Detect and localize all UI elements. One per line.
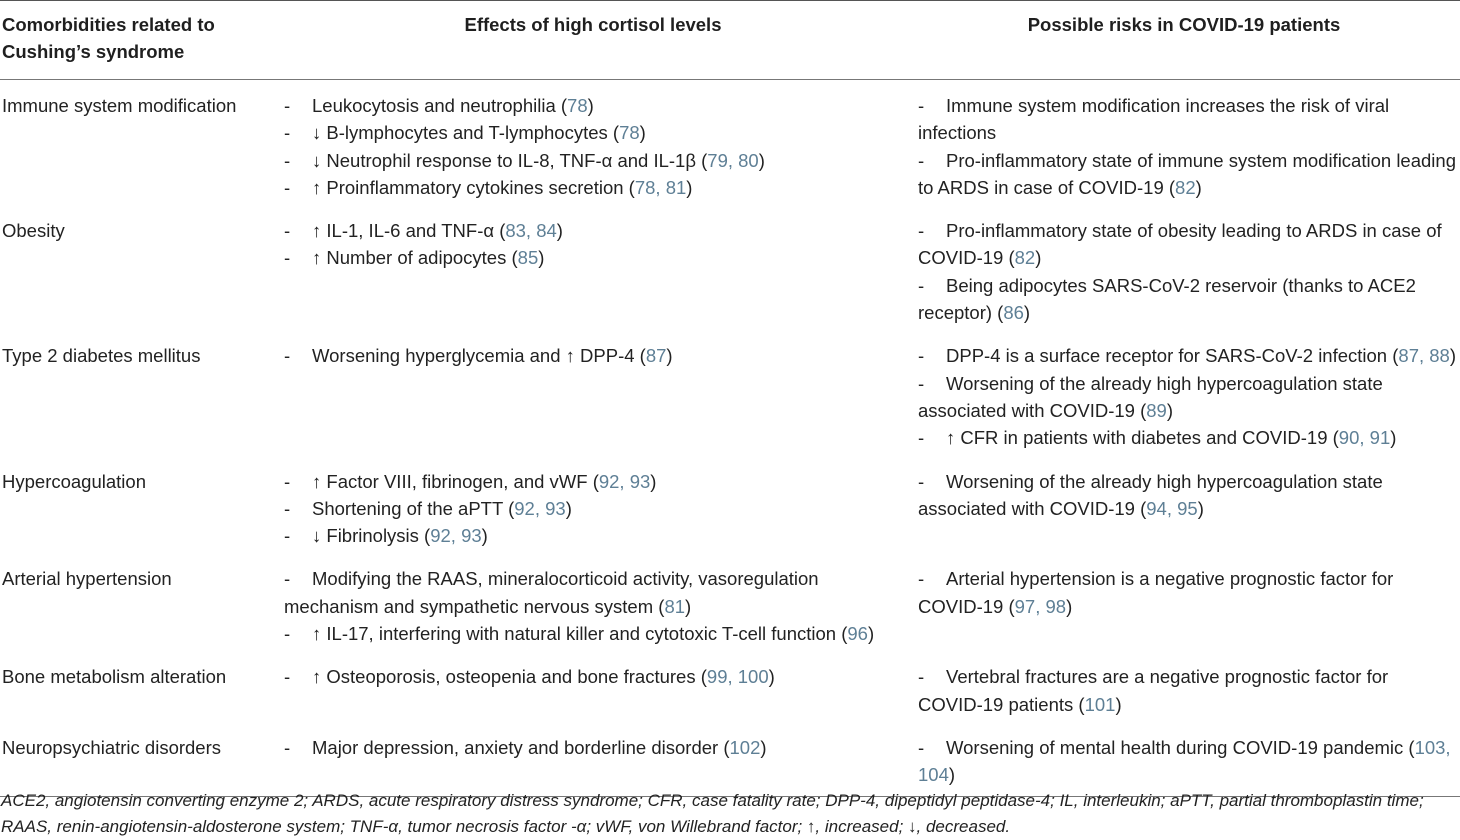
risk-item: [918, 565, 1456, 620]
effects-cell: [278, 80, 908, 209]
effect-item: [284, 620, 898, 647]
reference-link[interactable]: 96: [847, 623, 868, 645]
item-text: Being adipocytes SARS-CoV-2 reservoir (thanks to ACE2 receptor) (: [918, 274, 1416, 324]
comorbidity-cell: Immune system modification: [2, 95, 237, 116]
risk-item: [918, 217, 1456, 272]
reference-link[interactable]: 102: [729, 736, 761, 758]
bullet-dash: -: [918, 427, 925, 449]
item-text: Major depression, anxiety and borderline disorder (: [312, 736, 730, 758]
effect-item: [284, 92, 898, 119]
item-text: ↑ IL-17, interfering with natural killer and cytotoxic T-cell function (: [312, 623, 848, 645]
item-text-end: ): [948, 764, 956, 786]
bullet-dash: -: [284, 149, 291, 171]
item-text: Worsening of the already high hypercoagulation state associated with COVID-19 (: [918, 470, 1383, 519]
item-text: Modifying the RAAS, mineralocorticoid activity, vasoregulation mechanism and sympathetic nervous system (: [284, 568, 819, 617]
risk-item: [918, 370, 1456, 425]
effect-item: [284, 734, 898, 761]
risk-item: [918, 92, 1456, 147]
header-row: [0, 1, 1460, 80]
effect-item: [284, 119, 898, 146]
reference-link[interactable]: 101: [1084, 693, 1116, 715]
reference-link[interactable]: 94, 95: [1146, 497, 1198, 519]
risks-cell: [908, 556, 1460, 654]
reference-link[interactable]: 83, 84: [505, 220, 557, 242]
risks-cell: [908, 80, 1460, 209]
table-row: [0, 459, 1460, 557]
comorbidity-cell: Obesity: [2, 220, 65, 242]
header-effects: Effects of high cortisol levels: [464, 14, 722, 35]
table-footnote: ACE2, angiotensin converting enzyme 2; ARDS, acute respiratory distress syndrome; CFR, case fatality rate; DPP-4, dipeptidyl peptidase-4; IL, interleukin; aPTT, partial thromboplastin time; RAAS, renin-angiotensin-aldosterone system; TNF-α, tumor necrosis factor -α; vWF, von Willebrand factor; ↑, increased; ↓, decreased.: [1, 791, 1424, 836]
item-text-end: ): [686, 176, 693, 198]
table-row: [0, 80, 1460, 209]
item-text: Leukocytosis and neutrophilia (: [312, 95, 568, 116]
bullet-dash: -: [284, 247, 291, 269]
reference-link[interactable]: 87: [645, 345, 667, 367]
bullet-dash: -: [918, 470, 925, 492]
bullet-dash: -: [284, 122, 291, 144]
item-text: Arterial hypertension is a negative prognostic factor for COVID-19 (: [918, 568, 1394, 617]
item-text: ↓ B-lymphocytes and T-lymphocytes (: [312, 122, 620, 144]
bullet-dash: -: [284, 623, 291, 645]
reference-link[interactable]: 92, 93: [598, 470, 651, 492]
bullet-dash: -: [918, 345, 925, 367]
risk-item: [918, 663, 1456, 718]
effect-item: [284, 495, 898, 522]
reference-link[interactable]: 78: [567, 95, 588, 116]
reference-link[interactable]: 92, 93: [514, 497, 566, 519]
effects-cell: [278, 725, 908, 796]
table-body: [0, 80, 1460, 797]
header-comorbidities: Comorbidities related to Cushing’s syndrome: [2, 14, 215, 62]
risk-item: [918, 424, 1456, 451]
effect-item: [284, 565, 898, 620]
item-text: Worsening hyperglycemia and ↑ DPP-4 (: [312, 345, 646, 367]
table-row: [0, 725, 1460, 796]
bullet-dash: -: [918, 372, 925, 394]
risk-item: [918, 734, 1456, 789]
item-text-end: ): [867, 623, 875, 645]
item-text-end: ): [538, 247, 545, 269]
reference-link[interactable]: 92, 93: [430, 525, 482, 547]
bullet-dash: -: [918, 736, 925, 758]
reference-link[interactable]: 99, 100: [706, 666, 769, 688]
item-text-end: ): [565, 497, 572, 519]
comorbidity-cell: Hypercoagulation: [2, 470, 146, 492]
item-text: Worsening of mental health during COVID-19 pandemic (: [946, 736, 1415, 758]
risks-cell: [908, 725, 1460, 796]
risk-item: [918, 147, 1456, 202]
item-text-end: ): [650, 470, 657, 492]
bullet-dash: -: [284, 497, 291, 519]
item-text: ↓ Neutrophil response to IL-8, TNF-α and IL-1β (: [312, 149, 708, 171]
risk-item: [918, 342, 1456, 369]
bullet-dash: -: [284, 736, 291, 758]
item-text-end: ): [666, 345, 673, 367]
item-text: Worsening of the already high hypercoagulation state associated with COVID-19 (: [918, 372, 1383, 421]
effect-item: [284, 522, 898, 549]
item-text: ↑ Number of adipocytes (: [312, 247, 518, 269]
bullet-dash: -: [284, 176, 291, 198]
item-text: ↑ IL-1, IL-6 and TNF-α (: [312, 220, 506, 242]
item-text-end: ): [556, 220, 563, 242]
effect-item: [284, 663, 898, 690]
bullet-dash: -: [284, 345, 291, 367]
reference-link[interactable]: 89: [1146, 399, 1167, 421]
bullet-dash: -: [918, 95, 925, 116]
comorbidity-cell: Arterial hypertension: [2, 568, 172, 590]
bullet-dash: -: [918, 149, 925, 171]
bullet-dash: -: [284, 470, 291, 492]
item-text: Shortening of the aPTT (: [312, 497, 515, 519]
item-text-end: ): [1066, 595, 1073, 617]
table-row: [0, 556, 1460, 654]
reference-link[interactable]: 78, 81: [634, 176, 687, 198]
effect-item: [284, 174, 898, 201]
risks-cell: [908, 333, 1460, 458]
item-text-end: ): [1390, 427, 1397, 449]
item-text: Immune system modification increases the risk of viral infections: [918, 95, 1390, 144]
risk-item: [918, 468, 1456, 523]
effects-cell: [278, 654, 908, 725]
effect-item: [284, 244, 898, 271]
item-text: Vertebral fractures are a negative prognostic factor for COVID-19 patients (: [918, 666, 1389, 715]
risks-cell: [908, 654, 1460, 725]
risk-item: [918, 272, 1456, 327]
effect-item: [284, 342, 898, 369]
table-row: [0, 333, 1460, 458]
item-text: ↓ Fibrinolysis (: [312, 525, 431, 547]
effect-item: [284, 217, 898, 244]
item-text: ↑ CFR in patients with diabetes and COVID-19 (: [946, 427, 1339, 449]
item-text-end: ): [481, 525, 488, 547]
reference-link[interactable]: 78: [619, 122, 640, 144]
item-text-end: ): [1195, 176, 1202, 198]
bullet-dash: -: [284, 95, 291, 116]
reference-link[interactable]: 82: [1014, 247, 1036, 269]
reference-link[interactable]: 85: [517, 247, 539, 269]
item-text-end: ): [1035, 247, 1042, 269]
item-text-end: ): [1449, 345, 1457, 367]
effects-cell: [278, 556, 908, 654]
bullet-dash: -: [918, 568, 925, 590]
bullet-dash: -: [918, 666, 925, 688]
effects-cell: [278, 333, 908, 458]
reference-link[interactable]: 86: [1003, 302, 1024, 324]
risks-cell: [908, 459, 1460, 557]
bullet-dash: -: [284, 525, 291, 547]
effect-item: [284, 147, 898, 174]
item-text: DPP-4 is a surface receptor for SARS-CoV-2 infection (: [946, 345, 1399, 367]
item-text-end: ): [768, 666, 775, 688]
item-text: ↑ Factor VIII, fibrinogen, and vWF (: [312, 470, 599, 492]
risks-cell: [908, 208, 1460, 333]
bullet-dash: -: [918, 274, 925, 296]
effects-cell: [278, 459, 908, 557]
table-header: [0, 1, 1460, 80]
reference-link[interactable]: 90, 91: [1338, 427, 1391, 449]
reference-link[interactable]: 103, 104: [918, 736, 1451, 786]
comorbidity-cell: Neuropsychiatric disorders: [2, 736, 222, 758]
item-text-end: ): [1115, 693, 1122, 715]
item-text-end: ): [760, 736, 767, 758]
reference-link[interactable]: 97, 98: [1014, 595, 1067, 617]
table-row: [0, 208, 1460, 333]
reference-link[interactable]: 87, 88: [1398, 345, 1450, 367]
item-text-end: ): [1023, 302, 1031, 324]
bullet-dash: -: [284, 666, 291, 688]
comorbidity-cell: Type 2 diabetes mellitus: [2, 345, 201, 367]
effect-item: [284, 468, 898, 495]
item-text-end: ): [685, 595, 692, 617]
item-text: Pro-inflammatory state of immune system modification leading to ARDS in case of COVID-19 (: [918, 149, 1456, 198]
table-row: [0, 654, 1460, 725]
item-text-end: ): [1197, 497, 1204, 519]
bullet-dash: -: [284, 568, 291, 590]
item-text-end: ): [639, 122, 646, 144]
item-text-end: ): [1166, 399, 1174, 421]
bullet-dash: -: [284, 220, 291, 242]
bullet-dash: -: [918, 220, 925, 242]
reference-link[interactable]: 79, 80: [707, 149, 759, 171]
item-text-end: ): [587, 95, 594, 116]
reference-link[interactable]: 82: [1175, 176, 1196, 198]
effects-cell: [278, 208, 908, 333]
reference-link[interactable]: 81: [664, 595, 686, 617]
comorbidity-cell: Bone metabolism alteration: [2, 666, 227, 688]
item-text: ↑ Osteoporosis, osteopenia and bone fractures (: [312, 666, 707, 688]
item-text-end: ): [758, 149, 765, 171]
item-text: Pro-inflammatory state of obesity leading to ARDS in case of COVID-19 (: [918, 220, 1442, 269]
item-text: ↑ Proinflammatory cytokines secretion (: [312, 176, 635, 198]
header-risks: Possible risks in COVID-19 patients: [1027, 14, 1341, 35]
